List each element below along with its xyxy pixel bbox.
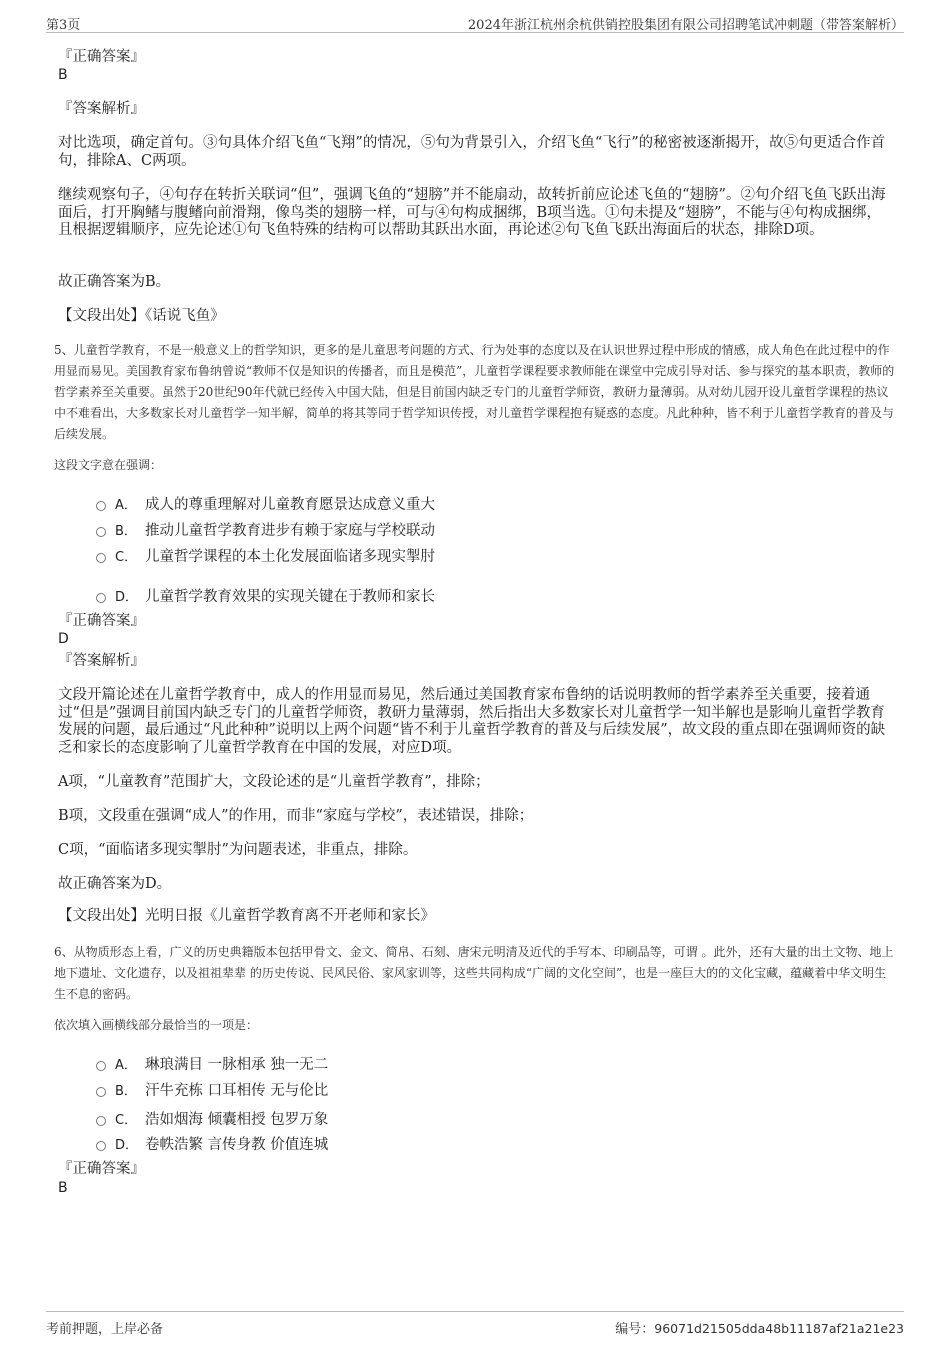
q5-source: 【文段出处】光明日报《儿童哲学教育离不开老师和家长》 xyxy=(58,908,435,924)
q5-analysis-label: 『答案解析』 xyxy=(58,653,145,669)
page-footer xyxy=(46,1311,904,1336)
q5-analysis-paragraph: 文段开篇论述在儿童哲学教育中，成人的作用显而易见，然后通过美国教育家布鲁纳的话说明教师的哲学素养至关重要，接着通过“但是”强调目前国内缺乏专门的儿童哲学师资，教研力量薄弱，然后指出大多数家长对儿童哲学一知半解也是影响儿童哲学教育发展的问题，最后通过“凡此种种”说明以上两个问题“皆不利于儿童哲学教育的普及与后续发展”，故文段的重点即在强调师资的缺乏和家长的态度影响了儿童哲学教育在中国的发展，对应D项。 xyxy=(58,687,886,756)
q5-option-c[interactable]: C． 儿童哲学课程的本土化发展面临诸多现实掣肘 xyxy=(96,545,435,565)
q4-answer: B xyxy=(58,67,68,83)
radio-icon[interactable] xyxy=(96,1087,106,1097)
q6-stem: 6、从物质形态上看，广义的历史典籍版本包括甲骨文、金文、简帛、石刻、唐宋元明清及近代的手写本、印刷品等，可谓 。此外，还有大量的出土文物、地上地下遗址、文化遗存，以及祖祖辈辈 的历史传说、民风民俗、家风家训等，这些共同构成“广阔的文化空间”，也是一座巨大的的文化宝藏，蕴藏着中华文明生生不息的密码。 xyxy=(54,945,894,1001)
q5-analysis-option-a: A项，“儿童教育”范围扩大，文段论述的是“儿童哲学教育”，排除； xyxy=(58,774,490,790)
q4-source: 【文段出处】《话说飞鱼》 xyxy=(58,308,225,324)
q4-analysis-paragraph: 对比选项，确定首句。③句具体介绍飞鱼“飞翔”的情况，⑤句为背景引入，介绍飞鱼“飞行”的秘密被逐渐揭开，故⑤句更适合作首句，排除A、C两项。 xyxy=(58,135,886,169)
q5-stem: 5、儿童哲学教育，不是一般意义上的哲学知识，更多的是儿童思考问题的方式、行为处事的态度以及在认识世界过程中形成的情感，成人角色在此过程中的作用显而易见。美国教育家布鲁纳曾说“教师不仅是知识的传播者，而且是模范”，儿童哲学课程要求教师能在课堂中完成引导对话、参与探究的基本职责，教师的哲学素养至关重要。虽然于20世纪90年代就已经传入中国大陆，但是目前国内缺乏专门的儿童哲学师资，教研力量薄弱。从对幼儿园开设儿童哲学课程的热议中不难看出，大多数家长对儿童哲学一知半解，简单的将其等同于哲学知识传授，对儿童哲学课程抱有疑惑的态度。凡此种种，皆不利于儿童哲学教育的普及与后续发展。 xyxy=(54,343,895,441)
radio-icon[interactable] xyxy=(96,593,106,603)
radio-icon[interactable] xyxy=(96,1141,106,1151)
q6-prompt: 依次填入画横线部分最恰当的一项是： xyxy=(54,1018,259,1032)
q4-analysis-label: 『答案解析』 xyxy=(58,101,145,117)
q5-option-a[interactable]: A． 成人的尊重理解对儿童教育愿景达成意义重大 xyxy=(96,493,435,513)
radio-icon[interactable] xyxy=(96,1116,106,1126)
radio-icon[interactable] xyxy=(96,1061,106,1071)
q6-option-c[interactable]: C． 浩如烟海 倾囊相授 包罗万象 xyxy=(96,1108,328,1128)
footer-slogan: 考前押题，上岸必备 xyxy=(46,1322,164,1337)
q5-conclusion: 故正确答案为D。 xyxy=(58,876,172,892)
q5-answer: D xyxy=(58,631,69,647)
radio-icon[interactable] xyxy=(96,501,106,511)
q5-option-b[interactable]: B． 推动儿童哲学教育进步有赖于家庭与学校联动 xyxy=(96,519,435,539)
q6-option-b[interactable]: B． 汗牛充栋 口耳相传 无与伦比 xyxy=(96,1079,328,1099)
q5-prompt: 这段文字意在强调： xyxy=(54,458,163,472)
q5-option-d[interactable]: D． 儿童哲学教育效果的实现关键在于教师和家长 xyxy=(96,585,435,605)
q4-answer-label: 『正确答案』 xyxy=(58,49,145,65)
q4-conclusion: 故正确答案为B。 xyxy=(58,274,171,290)
document-title: 2024年浙江杭州余杭供销控股集团有限公司招聘笔试冲刺题（带答案解析） xyxy=(467,18,904,33)
q6-option-a[interactable]: A． 琳琅满目 一脉相承 独一无二 xyxy=(96,1053,328,1073)
document-code xyxy=(615,1318,904,1337)
q5-analysis-option-b: B项，文段重在强调“成人”的作用，而非“家庭与学校”，表述错误，排除； xyxy=(58,808,534,824)
q5-answer-label: 『正确答案』 xyxy=(58,613,145,629)
page-header xyxy=(46,12,904,33)
q5-analysis-option-c: C项，“面临诸多现实掣肘”为问题表述，非重点，排除。 xyxy=(58,842,418,858)
q4-analysis-paragraph: 继续观察句子，④句存在转折关联词“但”，强调飞鱼的“翅膀”并不能扇动，故转折前应论述飞鱼的“翅膀”。②句介绍飞鱼飞跃出海面后，打开胸鳍与腹鳍向前滑翔，像鸟类的翅膀一样，可与④句构成捆绑，B项当选。①句未提及“翅膀”，不能与④句构成捆绑，且根据逻辑顺序，应先论述①句飞鱼特殊的结构可以帮助其跃出水面，再论述②句飞鱼飞跃出海面后的状态，排除D项。 xyxy=(58,187,886,238)
radio-icon[interactable] xyxy=(96,553,106,563)
q6-answer-label: 『正确答案』 xyxy=(58,1161,145,1177)
radio-icon[interactable] xyxy=(96,527,106,537)
code-value: 96071d21505dda48b11187af21a21e23 xyxy=(654,1321,904,1336)
q6-answer: B xyxy=(58,1180,68,1196)
page-number: 第3页 xyxy=(46,18,81,33)
code-label: 编号： xyxy=(615,1322,655,1337)
q6-option-d[interactable]: D． 卷帙浩繁 言传身教 价值连城 xyxy=(96,1133,328,1153)
